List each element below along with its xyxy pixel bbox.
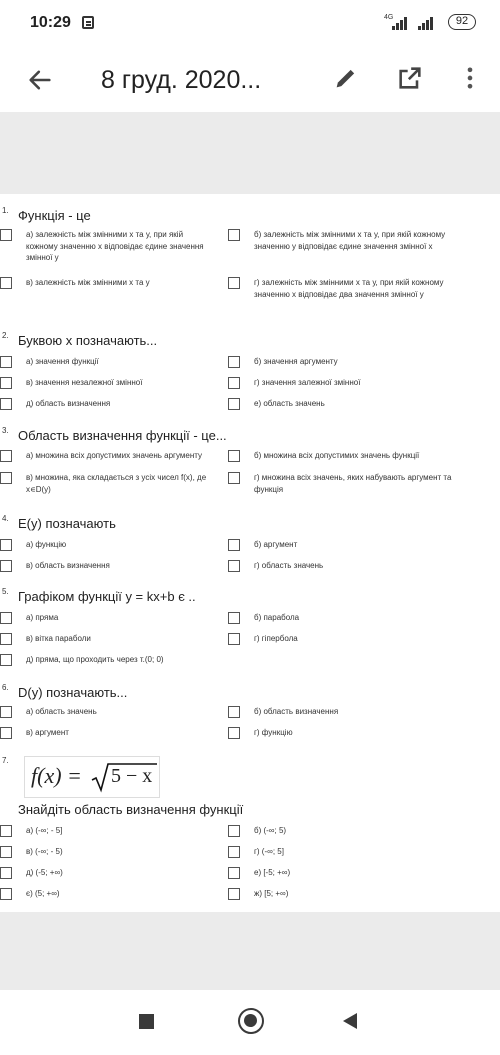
question-number: 5. xyxy=(2,587,9,596)
option-label: в) (-∞; - 5) xyxy=(26,847,63,856)
option[interactable] xyxy=(228,356,468,368)
page-title: 8 груд. 2020... xyxy=(101,66,262,94)
option[interactable] xyxy=(228,706,468,718)
option-label: е) [-5; +∞) xyxy=(254,868,291,877)
formula-radicand: 5 − x xyxy=(111,765,153,787)
status-time: 10:29 xyxy=(30,14,71,31)
checkbox[interactable] xyxy=(228,539,240,551)
checkbox[interactable] xyxy=(0,472,12,484)
option-label: а) залежність між змінними х та у, при якій кожному значенню х відповідає єдине значення змінної у xyxy=(26,230,204,262)
option[interactable] xyxy=(0,825,230,837)
checkbox[interactable] xyxy=(228,277,240,289)
checkbox[interactable] xyxy=(0,846,12,858)
option[interactable] xyxy=(228,612,468,624)
checkbox[interactable] xyxy=(228,472,240,484)
option-label: а) область значень xyxy=(26,707,97,716)
option[interactable] xyxy=(228,727,468,739)
open-external-icon[interactable] xyxy=(396,64,424,92)
checkbox[interactable] xyxy=(228,727,240,739)
checkbox[interactable] xyxy=(0,560,12,572)
checkbox[interactable] xyxy=(0,539,12,551)
option[interactable] xyxy=(0,472,230,495)
question-title: Знайдіть область визначення функції xyxy=(18,802,244,817)
option-label: г) значення залежної змінної xyxy=(254,378,361,387)
option[interactable] xyxy=(0,539,230,551)
option-label: г) множина всіх значень, яких набувають аргумент та функція xyxy=(254,473,452,494)
option-label: б) (-∞; 5) xyxy=(254,826,287,835)
option[interactable] xyxy=(228,633,468,645)
option-label: б) значення аргументу xyxy=(254,357,338,366)
option[interactable] xyxy=(0,846,230,858)
option-label: а) пряма xyxy=(26,613,59,622)
option[interactable] xyxy=(228,560,468,572)
option-label: б) аргумент xyxy=(254,540,298,549)
checkbox[interactable] xyxy=(0,398,12,410)
checkbox[interactable] xyxy=(0,888,12,900)
question-7-number: 7. xyxy=(2,756,9,765)
option[interactable] xyxy=(0,727,230,739)
option[interactable] xyxy=(228,867,468,879)
option-label: в) аргумент xyxy=(26,728,69,737)
option-label: б) залежність між змінними х та у, при якій кожному значенню у відповідає єдине значення змінної х xyxy=(254,230,446,251)
checkbox[interactable] xyxy=(0,229,12,241)
checkbox[interactable] xyxy=(228,229,240,241)
option[interactable] xyxy=(0,450,230,462)
recents-square-icon[interactable] xyxy=(139,1014,154,1029)
question-number: 4. xyxy=(2,514,9,523)
checkbox[interactable] xyxy=(228,867,240,879)
edit-icon[interactable] xyxy=(332,64,360,92)
option-label: г) гіпербола xyxy=(254,634,298,643)
network-type: 4G xyxy=(384,14,394,21)
checkbox[interactable] xyxy=(0,277,12,289)
option-label: в) множина, яка складається з усіх чисел f(x), де x∊D(y) xyxy=(26,473,207,494)
option-label: г) функцію xyxy=(254,728,293,737)
checkbox[interactable] xyxy=(0,377,12,389)
option-label: ж) [5; +∞) xyxy=(254,889,289,898)
option-label: г) область значень xyxy=(254,561,324,570)
notification-icon xyxy=(82,16,94,29)
question-number: 6. xyxy=(2,683,9,692)
option-label: б) парабола xyxy=(254,613,300,622)
option-label: є) (5; +∞) xyxy=(26,889,60,898)
option[interactable] xyxy=(228,825,468,837)
checkbox[interactable] xyxy=(0,450,12,462)
option[interactable] xyxy=(228,472,468,495)
question-title: Буквою х позначають... xyxy=(18,333,158,348)
option-label: а) множина всіх допустимих значень аргументу xyxy=(26,451,202,460)
checkbox[interactable] xyxy=(0,356,12,368)
option-label: а) функцію xyxy=(26,540,67,549)
option[interactable] xyxy=(228,398,468,410)
option[interactable] xyxy=(0,377,230,389)
question-title: D(y) позначають... xyxy=(18,685,128,700)
checkbox[interactable] xyxy=(0,612,12,624)
checkbox[interactable] xyxy=(0,867,12,879)
back-triangle-icon[interactable] xyxy=(343,1013,357,1029)
checkbox[interactable] xyxy=(0,706,12,718)
checkbox[interactable] xyxy=(228,398,240,410)
option[interactable] xyxy=(228,846,468,858)
app-bar xyxy=(0,48,500,110)
question-title: Область визначення функції - це... xyxy=(18,428,227,443)
question-title: Графіком функції y = kx+b є .. xyxy=(18,589,196,604)
document-margin-bottom xyxy=(0,912,500,990)
option[interactable] xyxy=(0,633,230,645)
option-label: г) (-∞; 5] xyxy=(254,847,284,856)
back-arrow-icon[interactable] xyxy=(26,66,54,94)
option[interactable] xyxy=(0,560,230,572)
option[interactable] xyxy=(228,450,468,462)
checkbox[interactable] xyxy=(228,450,240,462)
checkbox[interactable] xyxy=(0,654,12,666)
option[interactable] xyxy=(0,612,230,624)
option-label: д) область визначення xyxy=(26,399,111,408)
system-nav-bar xyxy=(0,990,500,1055)
option[interactable] xyxy=(228,277,468,300)
question-title: Функція - це xyxy=(18,208,91,223)
option-label: б) множина всіх допустимих значень функції xyxy=(254,451,420,460)
more-vert-icon[interactable] xyxy=(456,64,484,92)
option[interactable] xyxy=(0,398,230,410)
question-number: 2. xyxy=(2,331,9,340)
option[interactable] xyxy=(0,706,230,718)
function-formula xyxy=(24,756,160,798)
status-bar xyxy=(0,0,500,48)
signal-icon xyxy=(392,16,407,30)
question-number: 3. xyxy=(2,426,9,435)
option-label: е) область значень xyxy=(254,399,325,408)
option-label: в) залежність між змінними х та у xyxy=(26,278,150,287)
checkbox[interactable] xyxy=(228,825,240,837)
option[interactable] xyxy=(228,377,468,389)
checkbox[interactable] xyxy=(228,612,240,624)
checkbox[interactable] xyxy=(0,825,12,837)
document-margin-top xyxy=(0,112,500,194)
checkbox[interactable] xyxy=(0,727,12,739)
question-title: E(y) позначають xyxy=(18,516,116,531)
checkbox[interactable] xyxy=(228,377,240,389)
option[interactable] xyxy=(228,229,468,252)
option[interactable] xyxy=(0,888,230,900)
option-label: а) значення функції xyxy=(26,357,99,366)
option[interactable] xyxy=(228,539,468,551)
option-label: а) (-∞; - 5] xyxy=(26,826,63,835)
option[interactable] xyxy=(0,654,230,666)
checkbox[interactable] xyxy=(228,356,240,368)
option[interactable] xyxy=(228,888,468,900)
option[interactable] xyxy=(0,277,230,289)
option-label: д) пряма, що проходить через т.(0; 0) xyxy=(26,655,164,664)
checkbox[interactable] xyxy=(228,888,240,900)
formula-left: f(x) = xyxy=(31,763,82,788)
checkbox[interactable] xyxy=(0,633,12,645)
option[interactable] xyxy=(0,356,230,368)
option[interactable] xyxy=(0,229,230,264)
checkbox[interactable] xyxy=(228,706,240,718)
question-number: 1. xyxy=(2,206,9,215)
option-label: в) область визначення xyxy=(26,561,110,570)
option-label: в) вітка параболи xyxy=(26,634,91,643)
option-label: в) значення незалежної змінної xyxy=(26,378,143,387)
battery-indicator: 92 xyxy=(448,14,476,30)
checkbox[interactable] xyxy=(228,846,240,858)
home-circle-icon[interactable] xyxy=(238,1008,264,1034)
checkbox[interactable] xyxy=(228,633,240,645)
option-label: б) область визначення xyxy=(254,707,339,716)
option-label: г) залежність між змінними х та у, при якій кожному значенню х відповідає два значення змінної у xyxy=(254,278,444,299)
signal-icon-2 xyxy=(418,16,433,30)
option[interactable] xyxy=(0,867,230,879)
option-label: д) (-5; +∞) xyxy=(26,868,63,877)
checkbox[interactable] xyxy=(228,560,240,572)
